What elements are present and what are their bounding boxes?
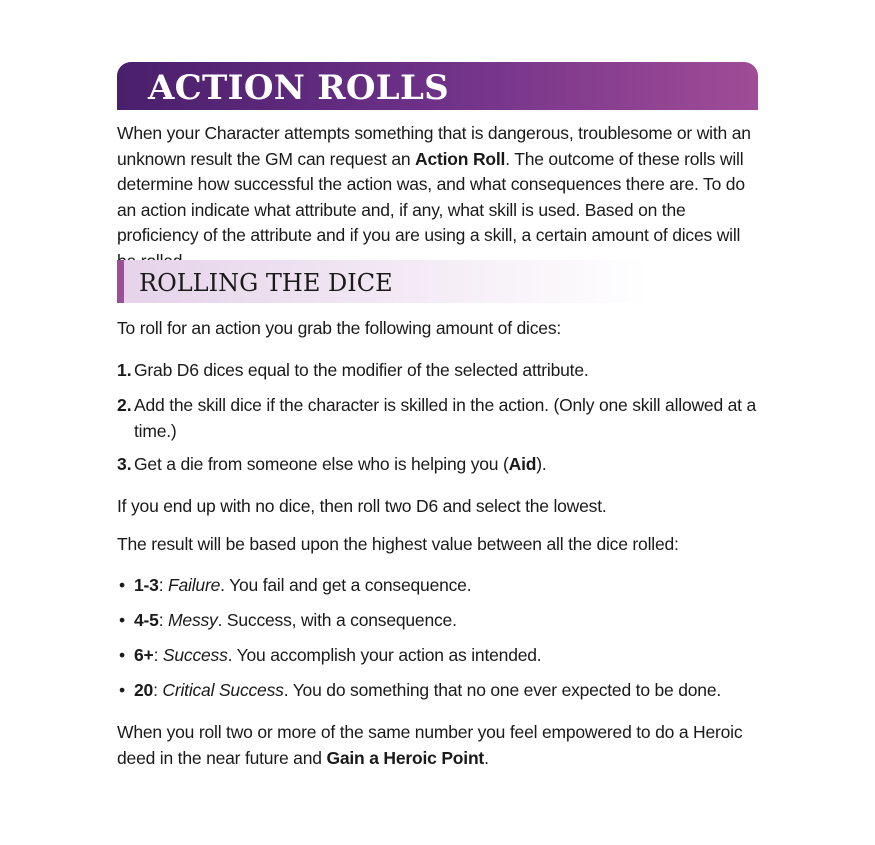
aid-term: Aid bbox=[508, 454, 537, 474]
step-number-2: 2. bbox=[117, 395, 132, 415]
step-3-text: Get a die from someone else who is helping you (Aid). bbox=[134, 454, 547, 474]
bullet-1: • bbox=[119, 575, 126, 595]
roll-intro: To roll for an action you grab the following amount of dices: bbox=[117, 318, 562, 338]
result-success: 6+: Success. You accomplish your action as intended. bbox=[134, 645, 542, 665]
result-intro: The result will be based upon the highest value between all the dice rolled: bbox=[117, 534, 679, 554]
step-1-text: Grab D6 dices equal to the modifier of the selected attribute. bbox=[134, 360, 589, 380]
section-title: ROLLING THE DICE bbox=[139, 269, 393, 297]
result-messy: 4-5: Messy. Success, with a consequence. bbox=[134, 610, 457, 630]
heroic-rule: When you roll two or more of the same number you feel empowered to do a Heroic deed in the near future and Gain a Heroic Point. bbox=[117, 722, 743, 768]
step-2-text: Add the skill dice if the character is skilled in the action. (Only one skill allowed at a time.) bbox=[134, 395, 757, 441]
intro-paragraph bbox=[117, 121, 762, 275]
intro-text-start: When your Character attempts something that is dangerous, troublesome or with an unknown result the GM can request an bbox=[117, 123, 751, 169]
bullet-2: • bbox=[119, 610, 126, 630]
intro-text-end: . The outcome of these rolls will determine how successful the action was, and what consequences there are. To do an action indicate what attribute and, if any, what skill is used. Based on the proficiency of the attribute and if you are using a skill, a certain amount of dices will bbox=[117, 148, 745, 246]
result-critical: 20: Critical Success. You do something that no one ever expected to be done. bbox=[134, 680, 722, 700]
page-title: ACTION ROLLS bbox=[148, 68, 450, 108]
bullet-4: • bbox=[119, 680, 126, 700]
step-number-1: 1. bbox=[117, 360, 132, 380]
step-number-3: 3. bbox=[117, 454, 132, 474]
action-roll-term: Action Roll bbox=[415, 148, 506, 169]
bullet-3: • bbox=[119, 645, 126, 665]
heroic-point-term: Gain a Heroic Point bbox=[326, 747, 485, 768]
no-dice-rule: If you end up with no dice, then roll two D6 and select the lowest. bbox=[117, 496, 607, 516]
result-failure: 1-3: Failure. You fail and get a consequence. bbox=[134, 575, 472, 595]
